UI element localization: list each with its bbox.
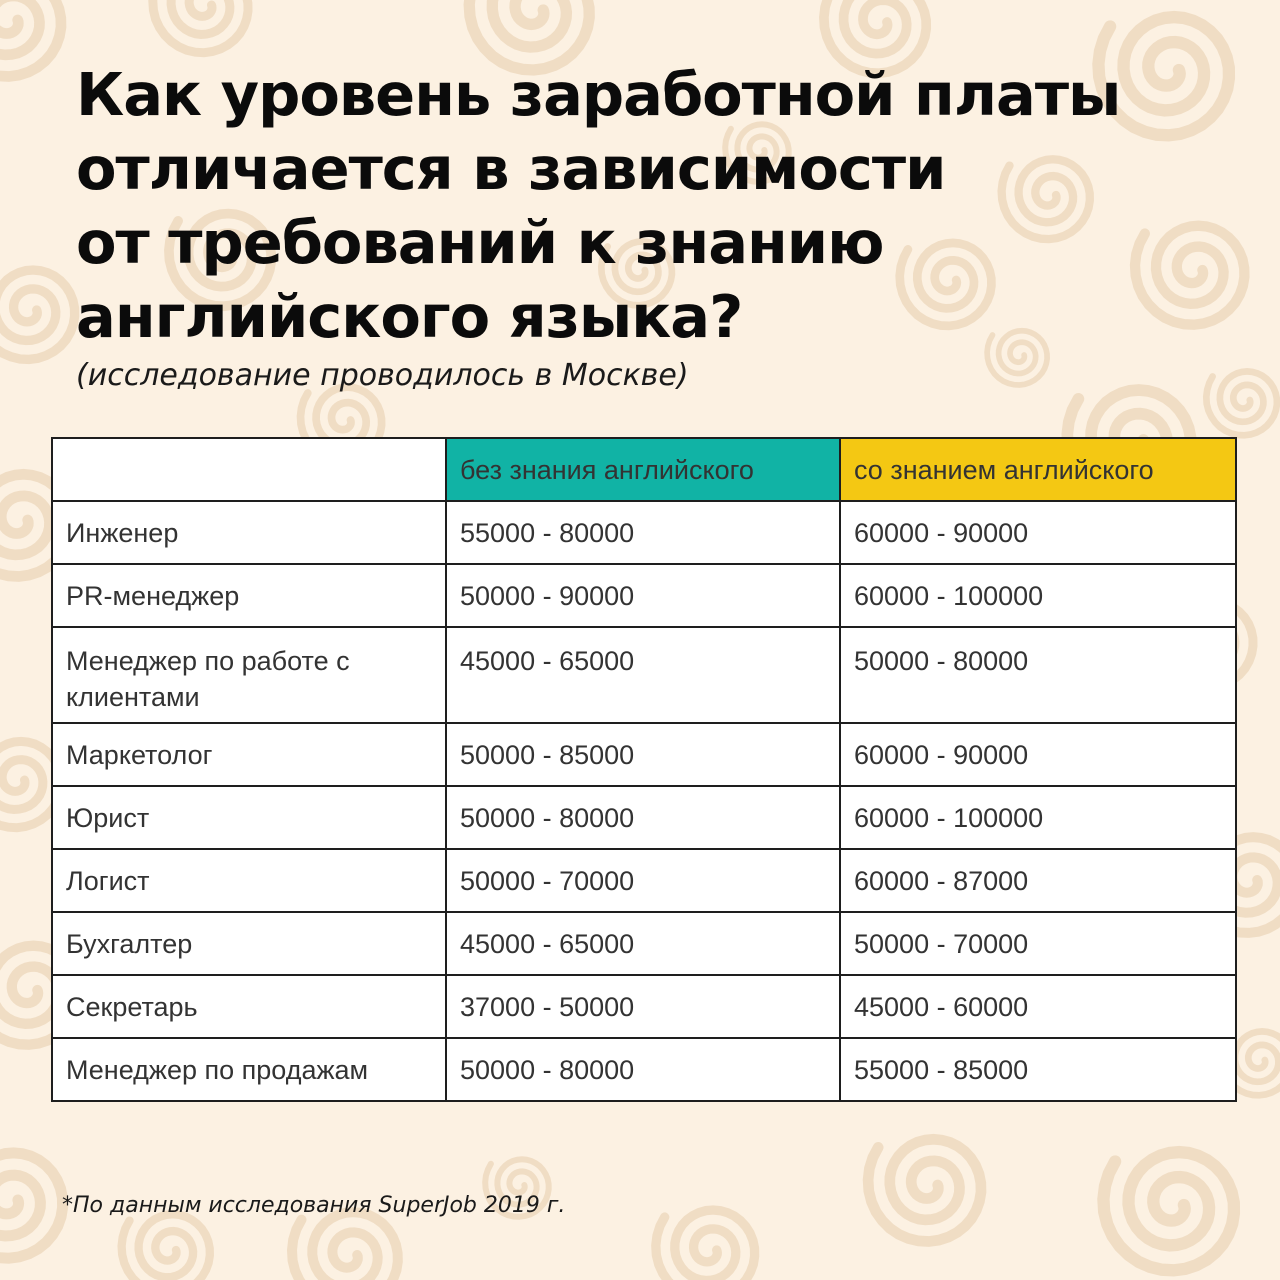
profession-cell: Менеджер по продажам — [52, 1038, 446, 1101]
salary-with-english-cell: 60000 - 100000 — [840, 786, 1236, 849]
salary-without-english-cell: 37000 - 50000 — [446, 975, 840, 1038]
table-row — [52, 849, 1236, 912]
profession-cell: Инженер — [52, 501, 446, 564]
salary-without-english-cell: 55000 - 80000 — [446, 501, 840, 564]
salary-with-english-cell: 50000 - 80000 — [840, 627, 1236, 723]
profession-cell: Юрист — [52, 786, 446, 849]
title-line: от требований к знанию — [76, 208, 884, 277]
profession-cell: Логист — [52, 849, 446, 912]
source-footnote: *По данным исследования SuperJob 2019 г. — [62, 1193, 566, 1218]
salary-table — [51, 437, 1237, 1102]
table-row — [52, 627, 1236, 723]
salary-with-english-cell: 55000 - 85000 — [840, 1038, 1236, 1101]
table-row — [52, 912, 1236, 975]
salary-without-english-cell: 50000 - 80000 — [446, 1038, 840, 1101]
table-row — [52, 564, 1236, 627]
profession-cell: PR-менеджер — [52, 564, 446, 627]
table-header-row — [52, 438, 1236, 501]
salary-without-english-cell: 45000 - 65000 — [446, 627, 840, 723]
header-without-english: без знания английского — [446, 438, 840, 501]
salary-without-english-cell: 50000 - 85000 — [446, 723, 840, 786]
profession-cell: Секретарь — [52, 975, 446, 1038]
profession-cell: Маркетолог — [52, 723, 446, 786]
title-line: отличается в зависимости — [76, 134, 946, 203]
table-body — [52, 501, 1236, 1101]
table-row — [52, 1038, 1236, 1101]
table-row — [52, 786, 1236, 849]
table-row — [52, 501, 1236, 564]
page-title — [76, 58, 1120, 354]
salary-with-english-cell: 60000 - 100000 — [840, 564, 1236, 627]
header-empty-cell — [52, 438, 446, 501]
salary-without-english-cell: 45000 - 65000 — [446, 912, 840, 975]
salary-with-english-cell: 60000 - 90000 — [840, 501, 1236, 564]
title-line: Как уровень заработной платы — [76, 60, 1121, 129]
salary-without-english-cell: 50000 - 90000 — [446, 564, 840, 627]
salary-with-english-cell: 60000 - 90000 — [840, 723, 1236, 786]
salary-without-english-cell: 50000 - 80000 — [446, 786, 840, 849]
salary-with-english-cell: 60000 - 87000 — [840, 849, 1236, 912]
salary-without-english-cell: 50000 - 70000 — [446, 849, 840, 912]
header-with-english: со знанием английского — [840, 438, 1236, 501]
table-row — [52, 975, 1236, 1038]
salary-with-english-cell: 50000 - 70000 — [840, 912, 1236, 975]
profession-cell: Бухгалтер — [52, 912, 446, 975]
title-line: английского языка? — [76, 282, 743, 351]
table-row — [52, 723, 1236, 786]
profession-cell: Менеджер по работе с клиентами — [52, 627, 446, 723]
salary-with-english-cell: 45000 - 60000 — [840, 975, 1236, 1038]
subtitle: (исследование проводилось в Москве) — [76, 358, 689, 393]
